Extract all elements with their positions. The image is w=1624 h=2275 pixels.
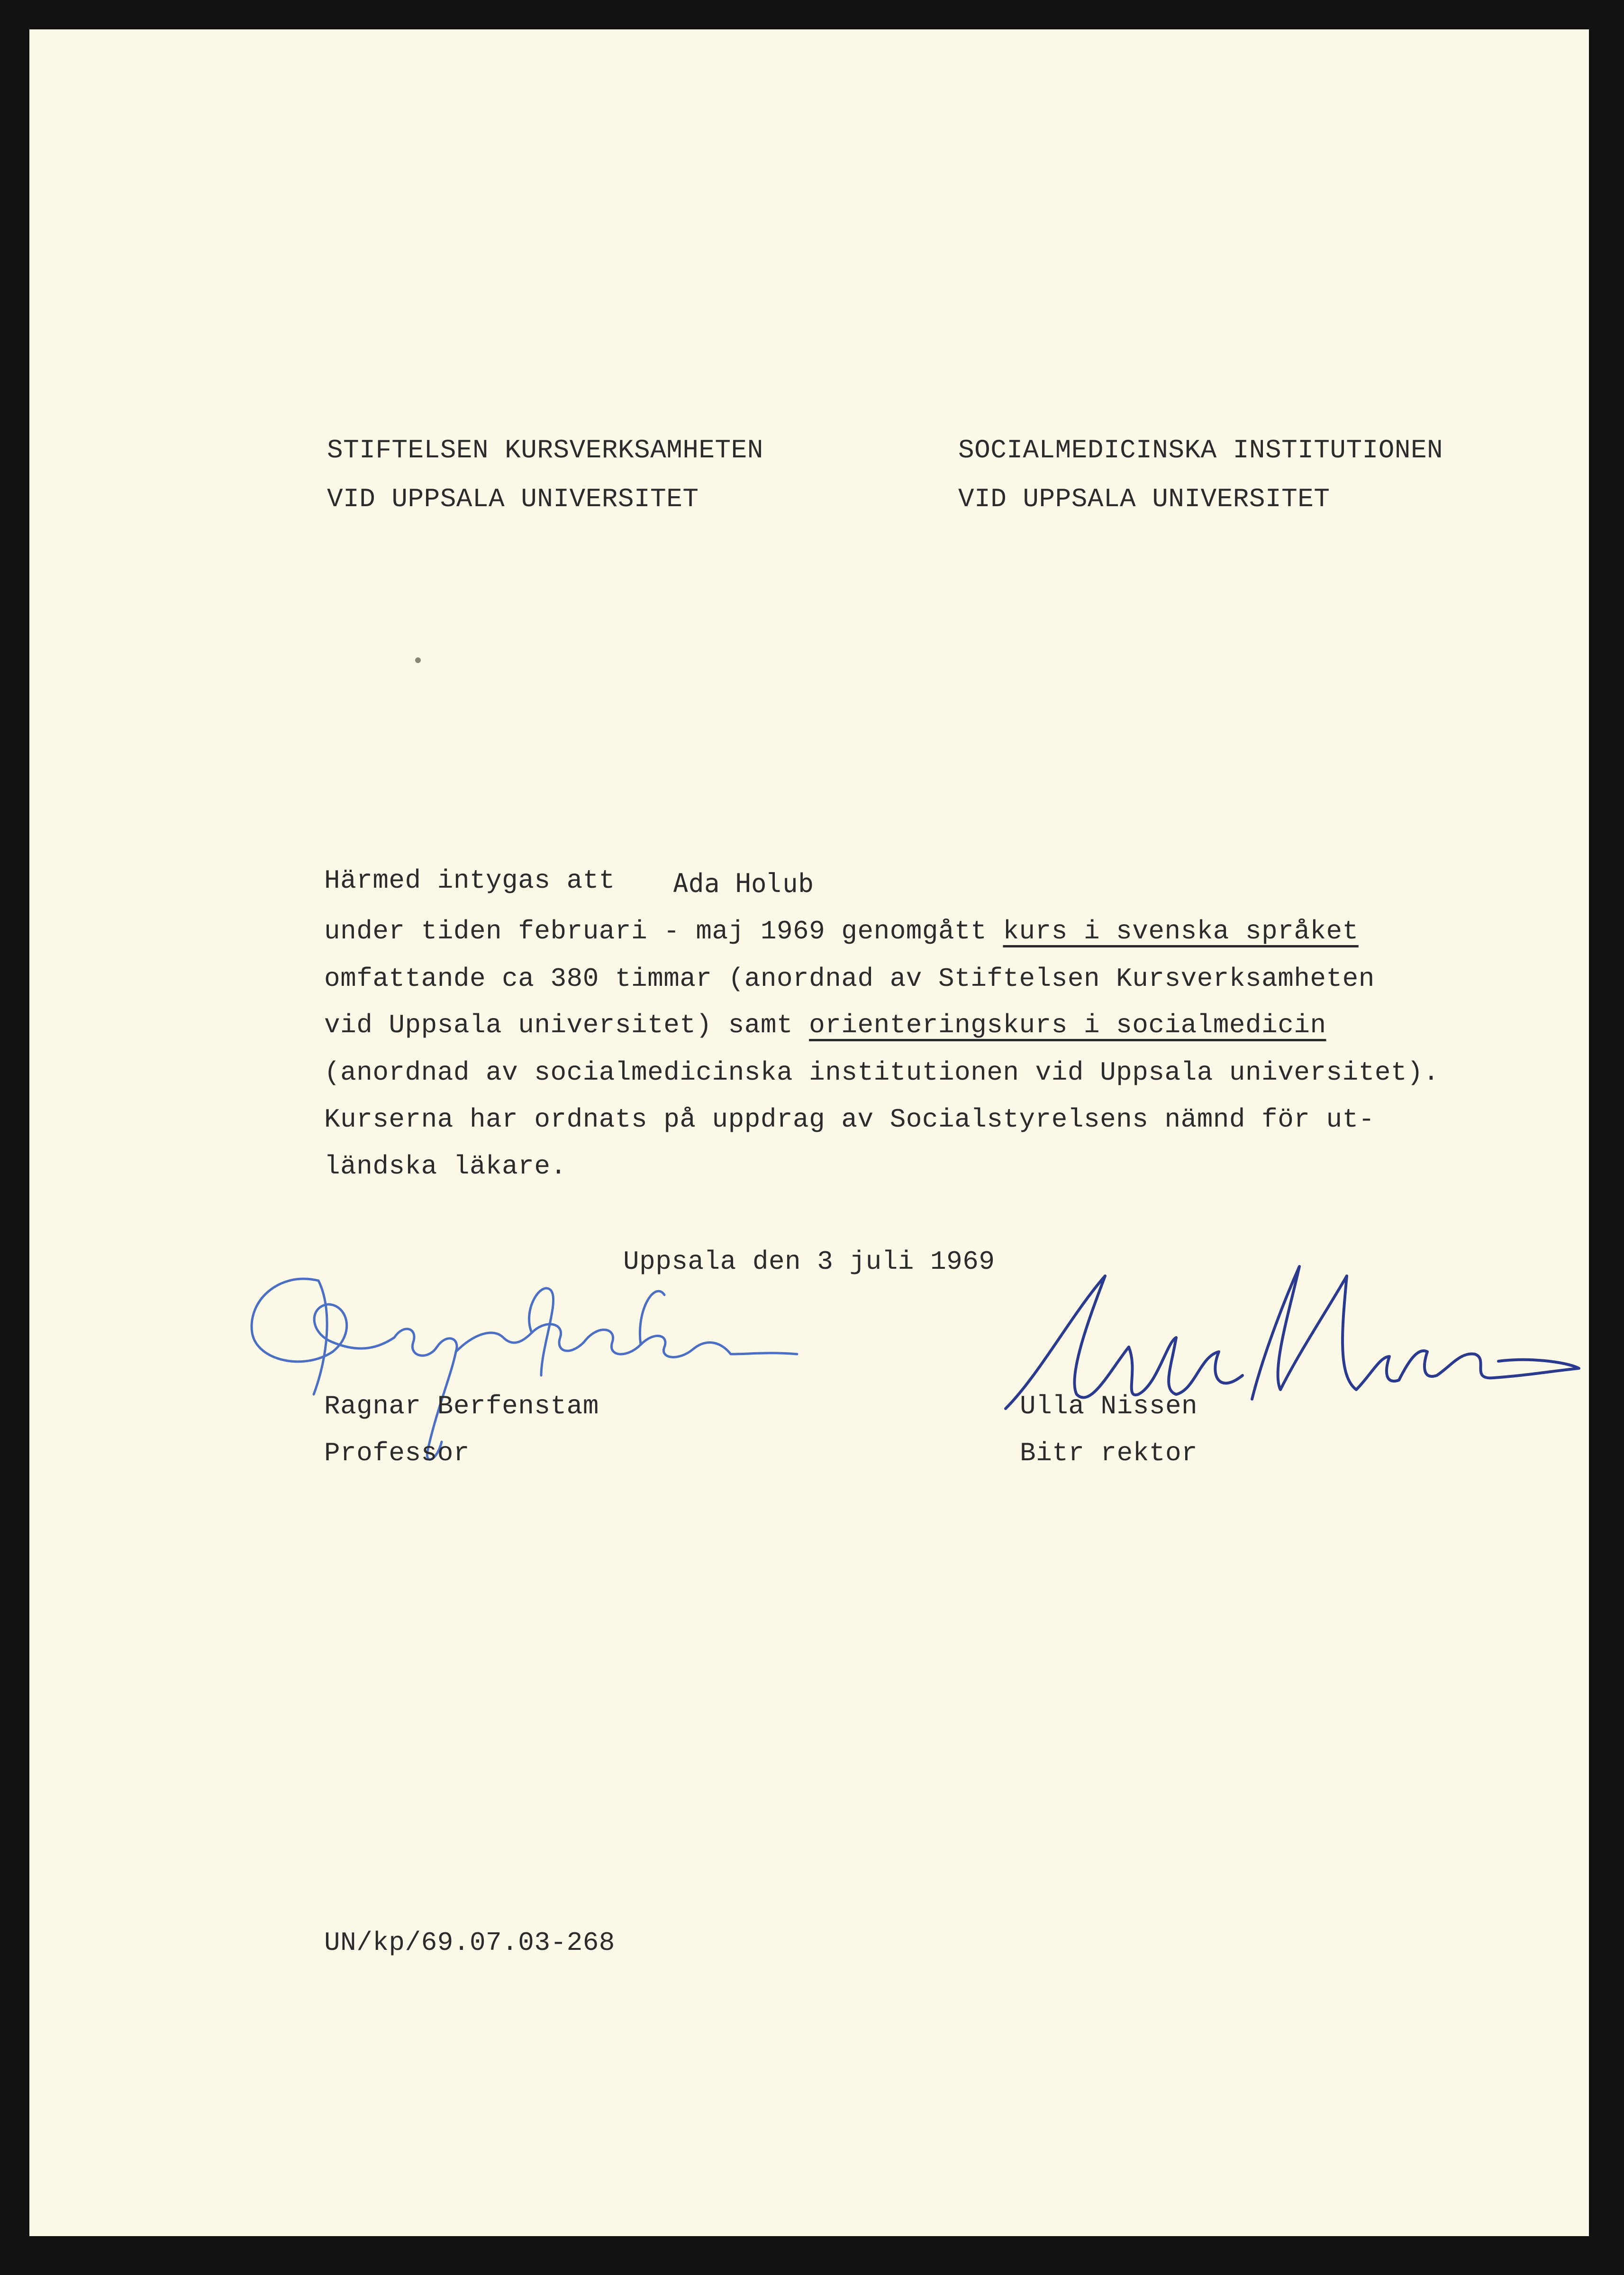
header-left-line2: VID UPPSALA UNIVERSITET: [327, 484, 699, 514]
signatory-left-title: Professor: [324, 1438, 470, 1468]
place-date: Uppsala den 3 juli 1969: [623, 1247, 995, 1277]
body-line-7: ländska läkare.: [324, 1151, 567, 1182]
body-line-3: omfattande ca 380 timmar (anordnad av Stiftelsen Kursverksamheten: [324, 964, 1375, 994]
signatory-right-title: Bitr rektor: [1020, 1438, 1198, 1468]
recipient-name: Ada Holub: [673, 868, 814, 898]
body-line-2-text: under tiden februari - maj 1969 genomgått: [324, 916, 1003, 946]
header-right-line2: VID UPPSALA UNIVERSITET: [958, 484, 1330, 514]
body-line-4-text: vid Uppsala universitet) samt: [324, 1010, 809, 1040]
course-swedish-underlined: kurs i svenska språket: [1003, 916, 1359, 946]
header-right-line1: SOCIALMEDICINSKA INSTITUTIONEN: [958, 435, 1443, 465]
signatory-right-name: Ulla Nissen: [1020, 1391, 1198, 1421]
body-line-2: [324, 918, 1359, 945]
body-line-6: Kurserna har ordnats på uppdrag av Socialstyrelsens nämnd för ut-: [324, 1104, 1375, 1135]
paper-speck: [415, 657, 421, 663]
body-line-5: (anordnad av socialmedicinska institutionen vid Uppsala universitet).: [324, 1057, 1440, 1088]
document-page: [29, 29, 1589, 2236]
course-socialmedicine-underlined: orienteringskurs i socialmedicin: [809, 1010, 1326, 1040]
header-left-line1: STIFTELSEN KURSVERKSAMHETEN: [327, 435, 763, 465]
intro-text: Härmed intygas att: [324, 865, 615, 896]
reference-code: UN/kp/69.07.03-268: [324, 1928, 615, 1958]
signatory-left-name: Ragnar Berfenstam: [324, 1391, 599, 1421]
body-line-4: [324, 1012, 1326, 1038]
